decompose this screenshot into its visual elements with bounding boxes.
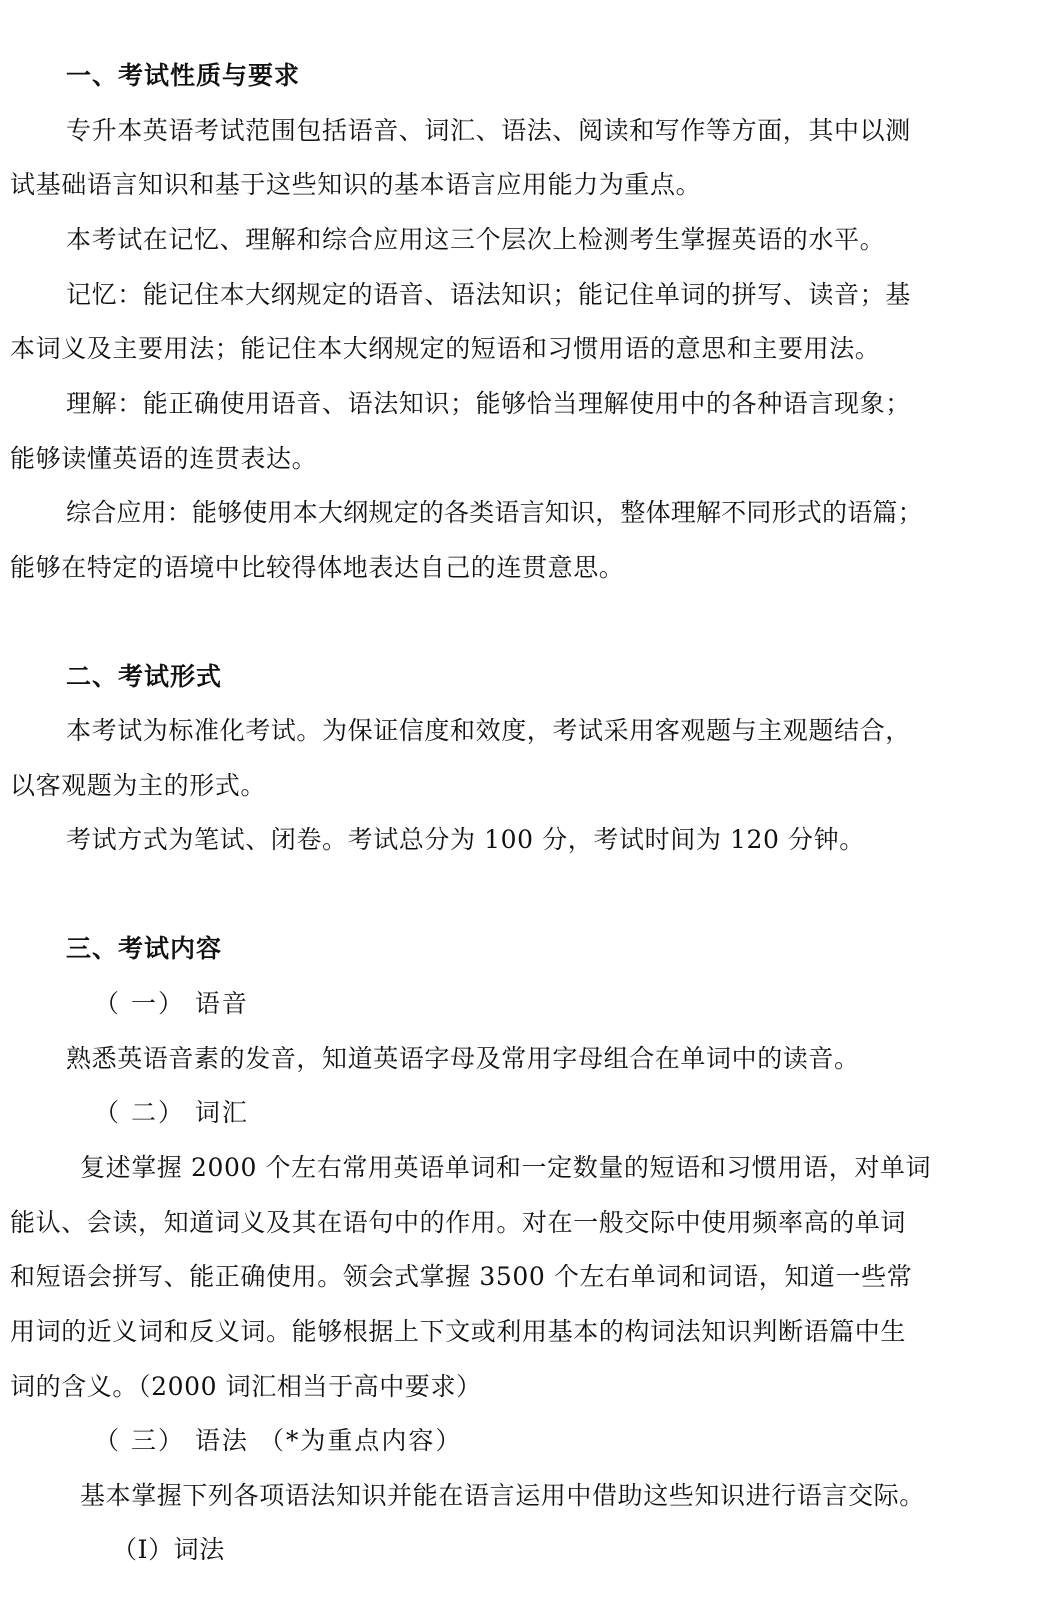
- section-heading-2: 二、考试形式: [66, 662, 223, 691]
- paragraph-line: 试基础语言知识和基于这些知识的基本语言应用能力为重点。: [10, 170, 702, 199]
- section-heading-3: 三、考试内容: [66, 934, 223, 963]
- paragraph-line: 和短语会拼写、能正确使用。领会式掌握 3500 个左右单词和词语，知道一些常: [10, 1262, 913, 1291]
- subsection-heading: （ 二） 词汇: [94, 1098, 249, 1127]
- paragraph-line: 本考试在记忆、理解和综合应用这三个层次上检测考生掌握英语的水平。: [66, 225, 886, 254]
- subsection-heading: （ 一） 语音: [94, 989, 249, 1018]
- paragraph-line: 能够在特定的语境中比较得体地表达自己的连贯意思。: [10, 553, 625, 582]
- list-item: （I）词法: [112, 1535, 225, 1564]
- paragraph-line: 复述掌握 2000 个左右常用英语单词和一定数量的短语和习惯用语，对单词: [80, 1153, 932, 1182]
- subsection-heading: （ 三） 语法 （*为重点内容）: [94, 1426, 463, 1455]
- section-heading-1: 一、考试性质与要求: [66, 61, 301, 90]
- paragraph-line: 以客观题为主的形式。: [10, 771, 267, 800]
- paragraph-line: 用词的近义词和反义词。能够根据上下文或利用基本的构词法知识判断语篇中生: [10, 1317, 907, 1346]
- paragraph-line: 本考试为标准化考试。为保证信度和效度，考试采用客观题与主观题结合，: [66, 716, 911, 745]
- paragraph-line: 综合应用：能够使用本大纲规定的各类语言知识，整体理解不同形式的语篇；: [66, 498, 923, 527]
- paragraph-line: 本词义及主要用法；能记住本大纲规定的短语和习惯用语的意思和主要用法。: [10, 334, 881, 363]
- paragraph-line: 熟悉英语音素的发音，知道英语字母及常用字母组合在单词中的读音。: [66, 1044, 860, 1073]
- paragraph-line: 专升本英语考试范围包括语音、词汇、语法、阅读和写作等方面，其中以测: [66, 116, 911, 145]
- paragraph-line: 基本掌握下列各项语法知识并能在语言运用中借助这些知识进行语言交际。: [80, 1481, 925, 1510]
- paragraph-line: 考试方式为笔试、闭卷。考试总分为 100 分，考试时间为 120 分钟。: [66, 825, 865, 854]
- paragraph-line: 能认、会读，知道词义及其在语句中的作用。对在一般交际中使用频率高的单词: [10, 1208, 907, 1237]
- paragraph-line: 能够读懂英语的连贯表达。: [10, 444, 318, 473]
- paragraph-line: 词的含义。（2000 词汇相当于高中要求）: [10, 1372, 482, 1401]
- paragraph-line: 记忆：能记住本大纲规定的语音、语法知识；能记住单词的拼写、读音；基: [66, 280, 911, 309]
- paragraph-line: 理解：能正确使用语音、语法知识；能够恰当理解使用中的各种语言现象；: [66, 389, 911, 418]
